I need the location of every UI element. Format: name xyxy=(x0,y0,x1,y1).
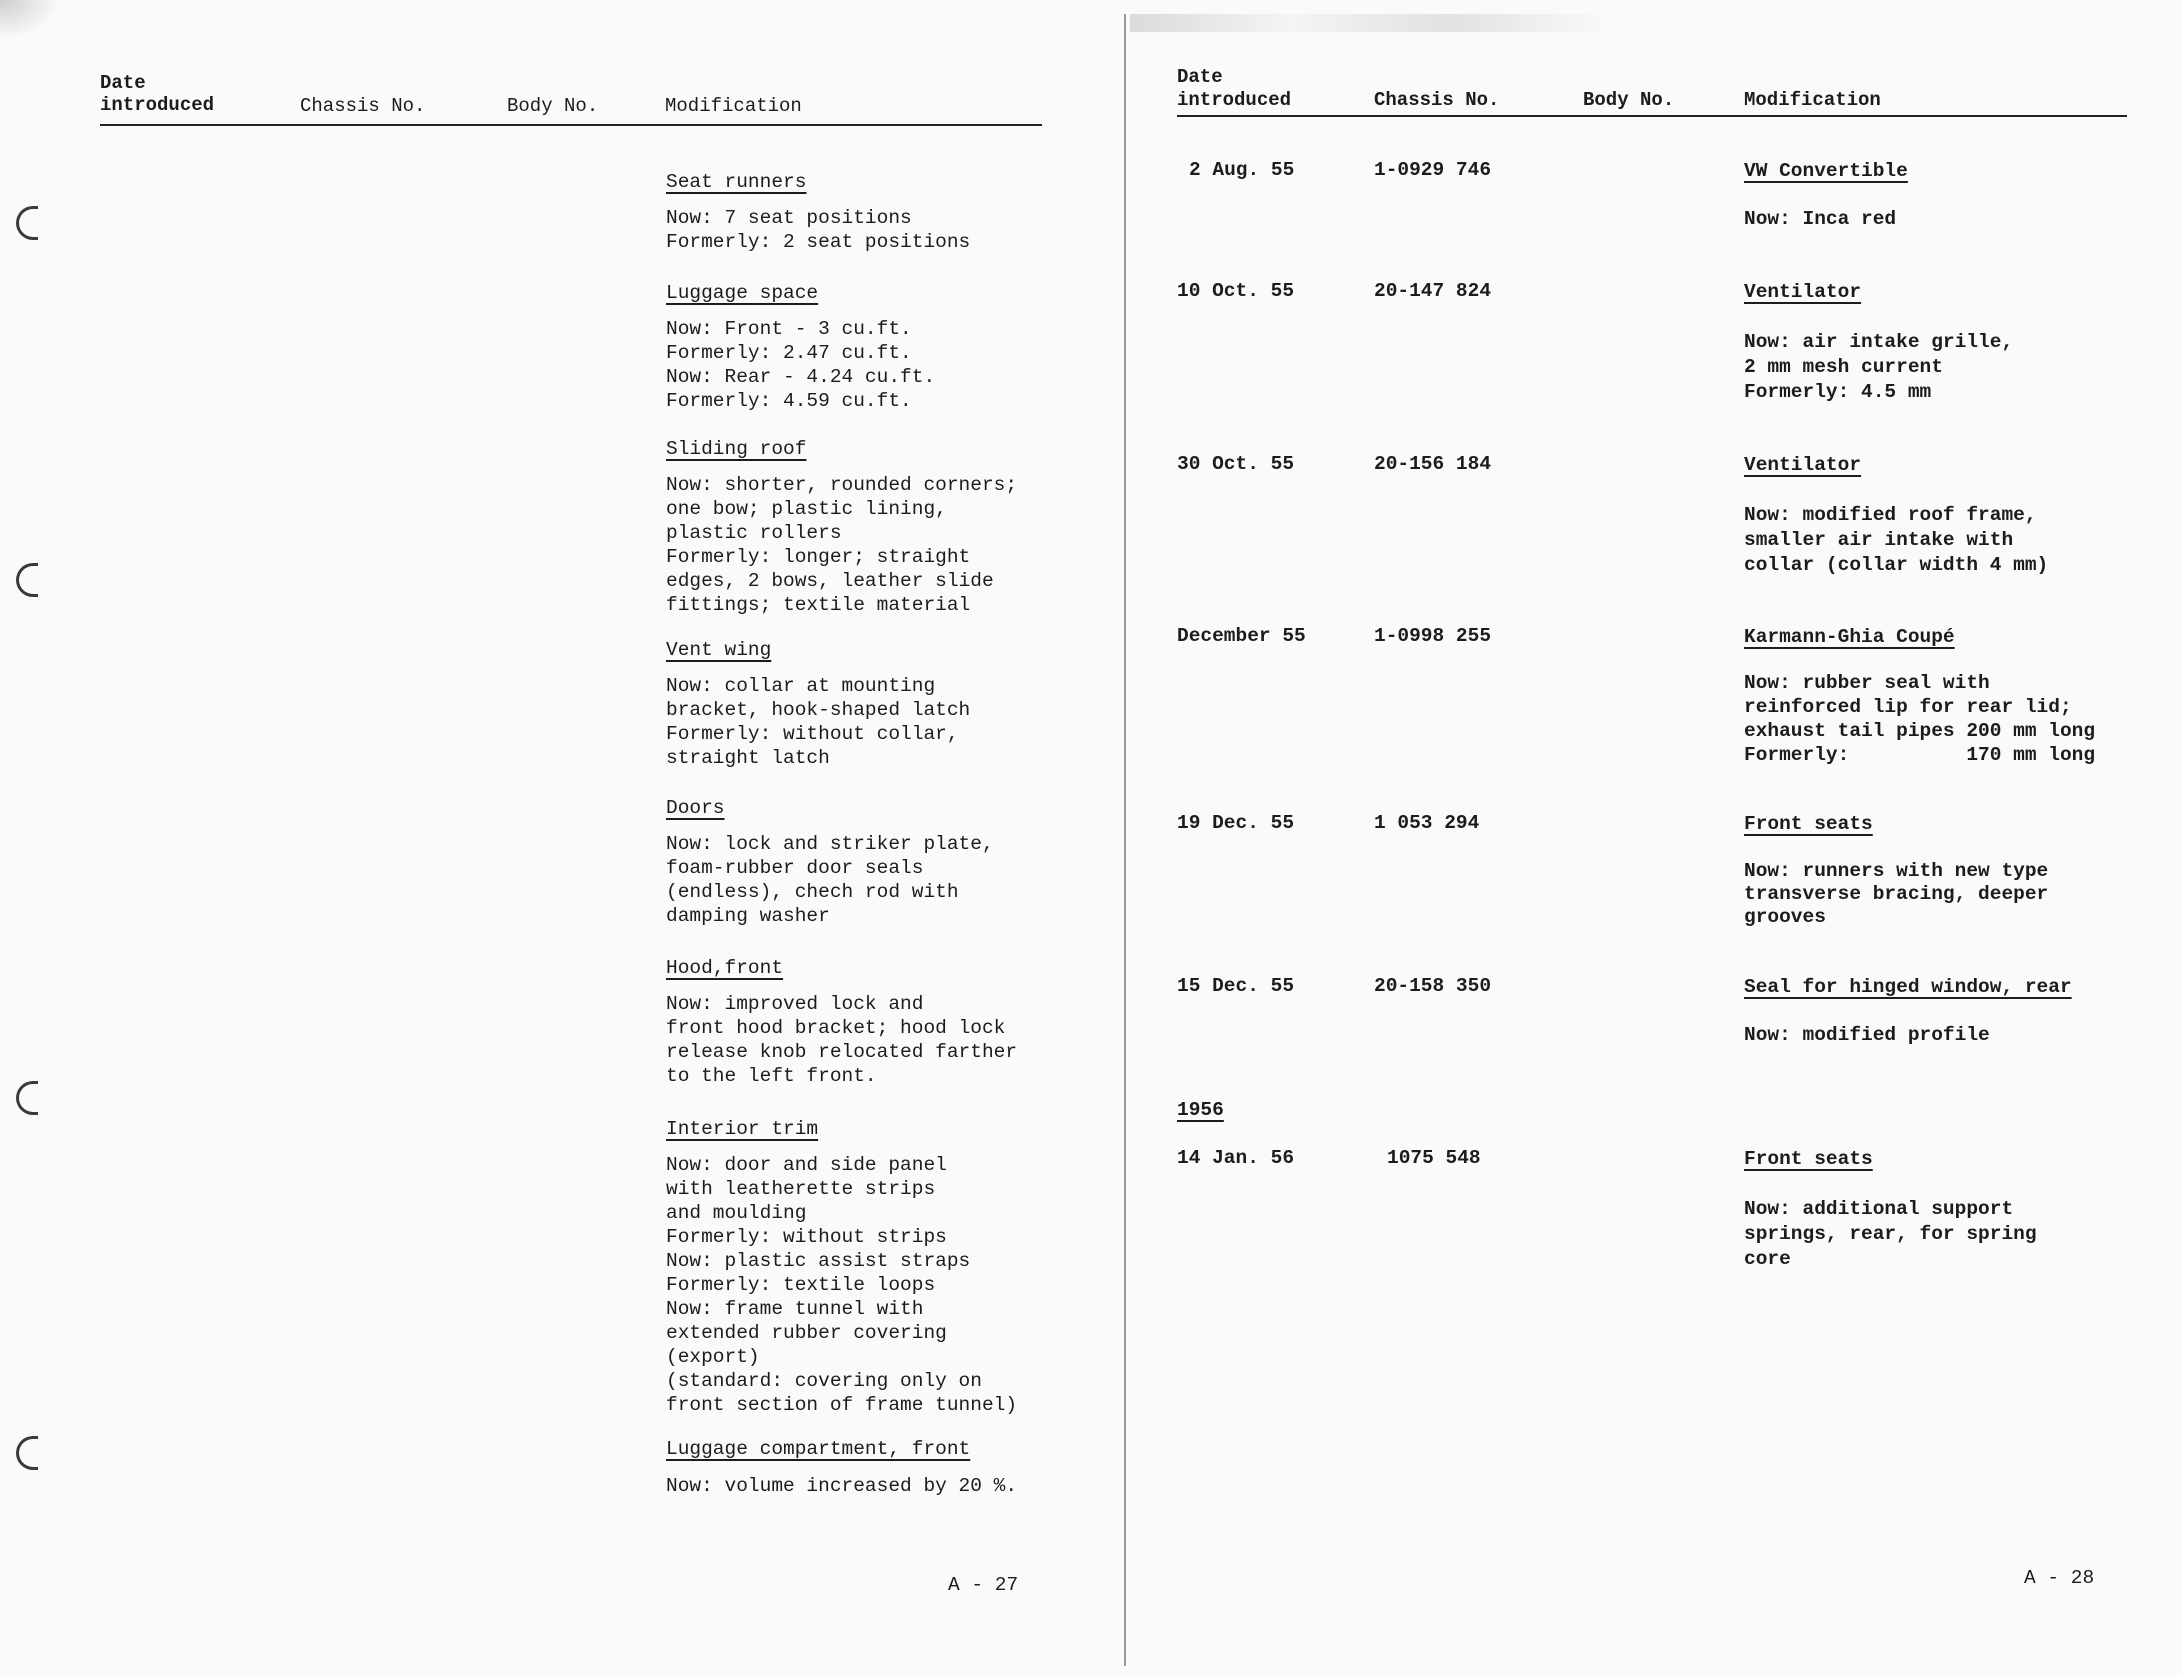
page-number: A - 27 xyxy=(948,1574,1019,1596)
entry-line: front hood bracket; hood lock xyxy=(666,1017,1006,1039)
header-rule xyxy=(100,124,1042,126)
entry-title: Hood,front xyxy=(666,957,784,979)
entry-line: Now: modified profile xyxy=(1744,1024,1990,1046)
entry-line: bracket, hook-shaped latch xyxy=(666,699,971,721)
entry-date: December 55 xyxy=(1177,625,1306,647)
header-rule xyxy=(1177,115,2127,117)
page-number: A - 28 xyxy=(2024,1567,2095,1589)
entry-line: grooves xyxy=(1744,906,1826,928)
entry-line: plastic rollers xyxy=(666,522,842,544)
entry-title: Sliding roof xyxy=(666,438,807,460)
header-date-line2: introduced xyxy=(100,94,215,116)
entry-line: straight latch xyxy=(666,747,830,769)
entry-line: exhaust tail pipes 200 mm long xyxy=(1744,720,2096,742)
entry-line: Formerly: 4.5 mm xyxy=(1744,381,1932,403)
header-body: Body No. xyxy=(1583,89,1675,111)
entry-line: Now: modified roof frame, xyxy=(1744,504,2037,526)
entry-line: Now: lock and striker plate, xyxy=(666,833,994,855)
entry-line: Formerly: textile loops xyxy=(666,1274,936,1296)
entry-line: Now: Inca red xyxy=(1744,208,1897,230)
entry-line: smaller air intake with xyxy=(1744,529,2014,551)
entry-title: Seat runners xyxy=(666,171,807,193)
entry-line: Formerly: without strips xyxy=(666,1226,947,1248)
entry-date: 19 Dec. 55 xyxy=(1177,812,1295,834)
entry-line: Now: volume increased by 20 %. xyxy=(666,1475,1018,1497)
entry-line: Now: improved lock and xyxy=(666,993,924,1015)
entry-line: Now: 7 seat positions xyxy=(666,207,912,229)
entry-date: 30 Oct. 55 xyxy=(1177,453,1295,475)
entry-line: collar (collar width 4 mm) xyxy=(1744,554,2049,576)
entry-line: Now: Rear - 4.24 cu.ft. xyxy=(666,366,936,388)
entry-line: Now: air intake grille, xyxy=(1744,331,2014,353)
entry-line: Formerly: 2 seat positions xyxy=(666,231,971,253)
entry-chassis: 20-156 184 xyxy=(1374,453,1492,475)
entry-title: Karmann-Ghia Coupé xyxy=(1744,626,1955,648)
entry-title: Front seats xyxy=(1744,1148,1873,1170)
entry-title: Front seats xyxy=(1744,813,1873,835)
entry-chassis: 20-158 350 xyxy=(1374,975,1492,997)
entry-line: extended rubber covering xyxy=(666,1322,947,1344)
entry-title: Luggage space xyxy=(666,282,819,304)
entry-line: Formerly: longer; straight xyxy=(666,546,971,568)
entry-line: (endless), chech rod with xyxy=(666,881,959,903)
entry-line: transverse bracing, deeper xyxy=(1744,883,2049,905)
header-date-line1: Date xyxy=(100,72,146,94)
entry-line: Now: additional support xyxy=(1744,1198,2014,1220)
entry-line: foam-rubber door seals xyxy=(666,857,924,879)
entry-line: fittings; textile material xyxy=(666,594,971,616)
entry-line: Now: door and side panel xyxy=(666,1154,947,1176)
entry-line: core xyxy=(1744,1248,1791,1270)
entry-line: Now: plastic assist straps xyxy=(666,1250,971,1272)
entry-line: reinforced lip for rear lid; xyxy=(1744,696,2072,718)
entry-title: Vent wing xyxy=(666,639,772,661)
entry-date: 10 Oct. 55 xyxy=(1177,280,1295,302)
entry-line: damping washer xyxy=(666,905,830,927)
header-chassis: Chassis No. xyxy=(300,95,426,117)
entry-date: 14 Jan. 56 xyxy=(1177,1147,1295,1169)
entry-chassis: 20-147 824 xyxy=(1374,280,1492,302)
entry-line: (standard: covering only on xyxy=(666,1370,982,1392)
entry-line: Formerly: 4.59 cu.ft. xyxy=(666,390,912,412)
entry-line: (export) xyxy=(666,1346,760,1368)
entry-line: Now: frame tunnel with xyxy=(666,1298,924,1320)
entry-line: Now: collar at mounting xyxy=(666,675,936,697)
entry-line: Now: Front - 3 cu.ft. xyxy=(666,318,912,340)
entry-line: edges, 2 bows, leather slide xyxy=(666,570,994,592)
year-heading: 1956 xyxy=(1177,1099,1224,1121)
header-body: Body No. xyxy=(507,95,599,117)
header-date-line1: Date xyxy=(1177,66,1223,88)
entry-date: 15 Dec. 55 xyxy=(1177,975,1295,997)
right-page xyxy=(1124,0,2183,1676)
header-modification: Modification xyxy=(665,95,802,117)
entry-title: Ventilator xyxy=(1744,454,1862,476)
header-chassis: Chassis No. xyxy=(1374,89,1500,111)
header-date-line2: introduced xyxy=(1177,89,1292,111)
entry-title: Seal for hinged window, rear xyxy=(1744,976,2072,998)
entry-title: Interior trim xyxy=(666,1118,819,1140)
entry-chassis: 1 053 294 xyxy=(1374,812,1480,834)
entry-title: Luggage compartment, front xyxy=(666,1438,971,1460)
entry-chassis: 1075 548 xyxy=(1387,1147,1481,1169)
entry-line: release knob relocated farther xyxy=(666,1041,1018,1063)
entry-chassis: 1-0929 746 xyxy=(1374,159,1492,181)
entry-title: Ventilator xyxy=(1744,281,1862,303)
entry-line: Formerly: without collar, xyxy=(666,723,959,745)
entry-line: Formerly: 2.47 cu.ft. xyxy=(666,342,912,364)
entry-line: Now: runners with new type xyxy=(1744,860,2049,882)
entry-title: Doors xyxy=(666,797,725,819)
entry-line: to the left front. xyxy=(666,1065,877,1087)
entry-line: with leatherette strips xyxy=(666,1178,936,1200)
entry-line: front section of frame tunnel) xyxy=(666,1394,1018,1416)
entry-chassis: 1-0998 255 xyxy=(1374,625,1492,647)
entry-line: Now: rubber seal with xyxy=(1744,672,1990,694)
entry-line: Formerly: 170 mm long xyxy=(1744,744,2096,766)
entry-title: VW Convertible xyxy=(1744,160,1908,182)
entry-line: one bow; plastic lining, xyxy=(666,498,947,520)
entry-line: springs, rear, for spring xyxy=(1744,1223,2037,1245)
entry-date: 2 Aug. 55 xyxy=(1189,159,1295,181)
entry-line: 2 mm mesh current xyxy=(1744,356,1943,378)
entry-line: Now: shorter, rounded corners; xyxy=(666,474,1018,496)
entry-line: and moulding xyxy=(666,1202,807,1224)
header-modification: Modification xyxy=(1744,89,1881,111)
